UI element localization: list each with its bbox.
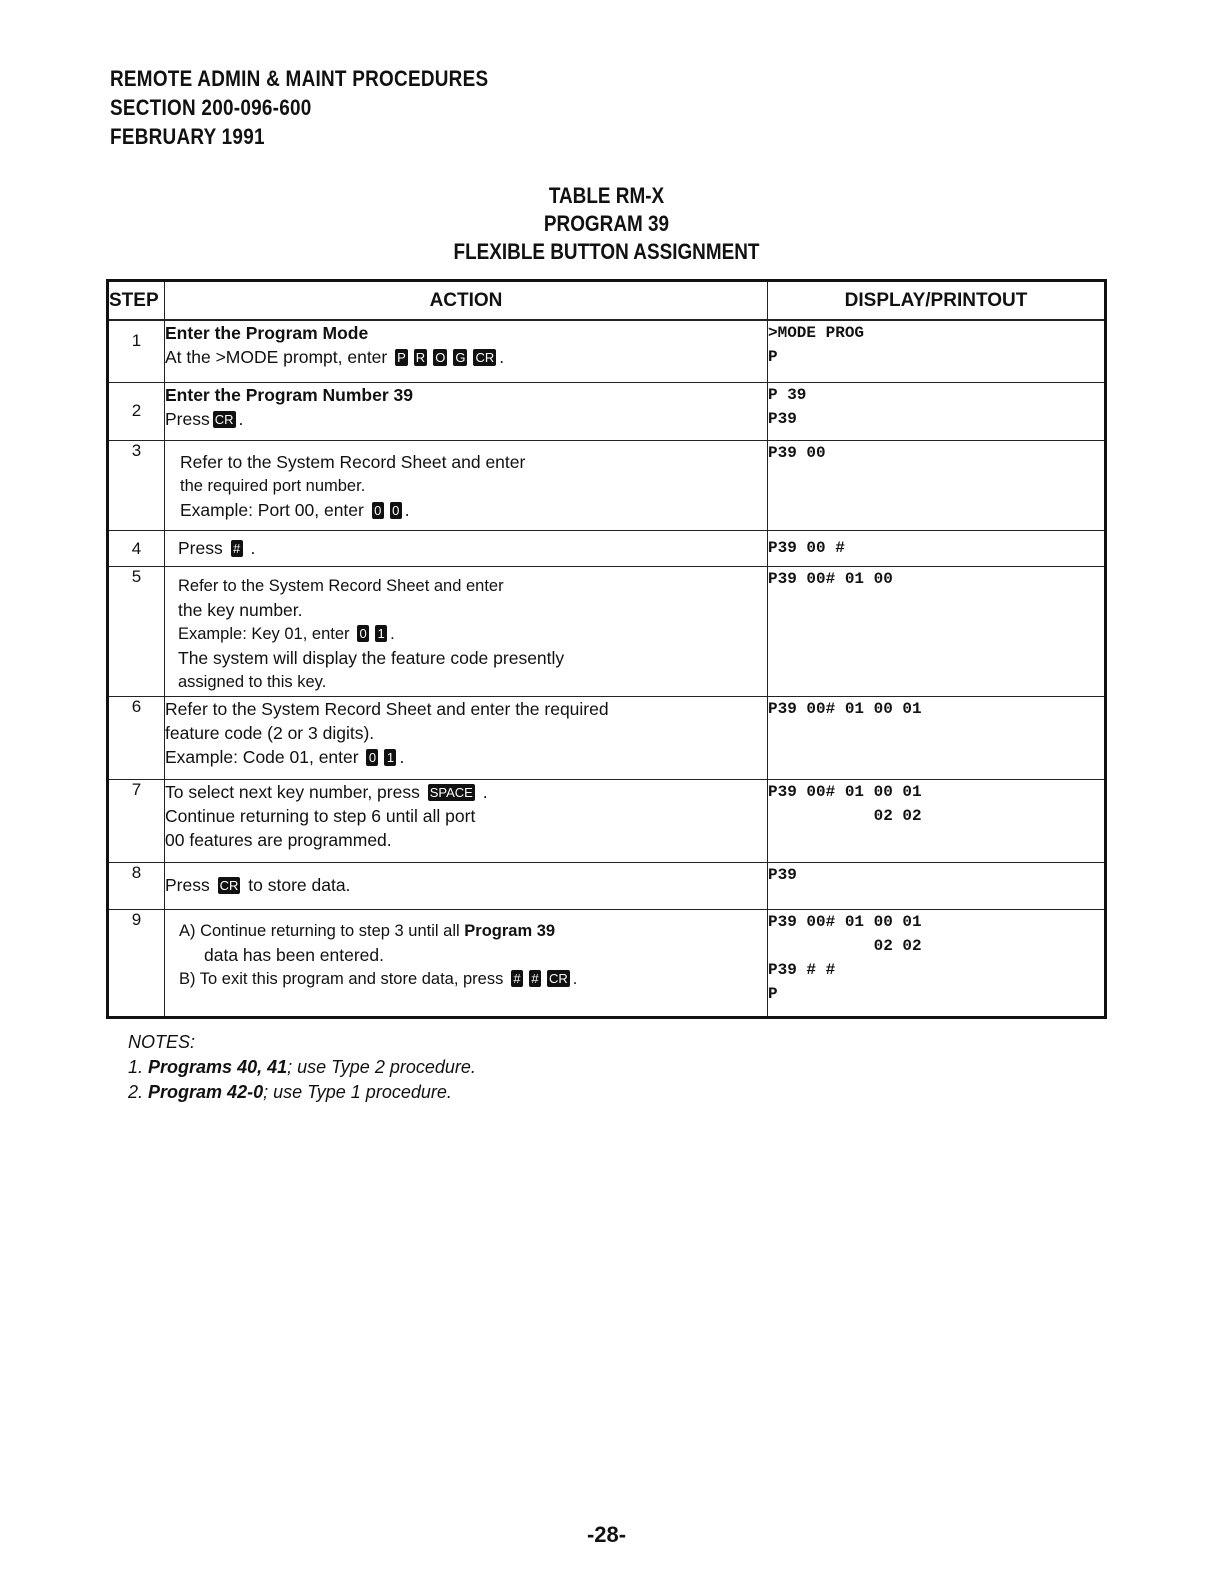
key-cr: CR xyxy=(548,970,568,986)
key-1: 1 xyxy=(384,749,396,766)
action-line: the required port number. xyxy=(180,476,366,495)
note-item xyxy=(128,1080,476,1105)
action-text: Example: Code 01, enter xyxy=(165,746,359,767)
table-header-row xyxy=(108,281,1106,321)
step-number: 4 xyxy=(108,530,165,566)
key-0: 0 xyxy=(372,502,384,519)
step-number: 6 xyxy=(108,696,165,779)
column-header-step: STEP xyxy=(108,281,165,321)
table-title xyxy=(0,182,1213,266)
display-cell: P39 00# 01 00 xyxy=(768,566,1106,696)
action-line: Example: Key 01, enter 0 1 . xyxy=(178,624,395,643)
display-cell: P39 00# 01 00 01 xyxy=(768,696,1106,779)
column-header-action: ACTION xyxy=(165,281,768,321)
action-line: Refer to the System Record Sheet and enter xyxy=(178,576,504,595)
step-number: 7 xyxy=(108,779,165,862)
action-line: the key number. xyxy=(178,599,303,620)
key-0: 0 xyxy=(390,502,402,519)
action-line: Refer to the System Record Sheet and enter the required xyxy=(165,698,609,719)
step-number: 1 xyxy=(108,320,165,382)
table-row xyxy=(108,696,1106,779)
step-number: 5 xyxy=(108,566,165,696)
action-line: B) To exit this program and store data, press # # CR . xyxy=(179,969,578,988)
note-bold: Program 42-0 xyxy=(148,1082,264,1102)
title-line-1: TABLE RM-X xyxy=(548,183,665,208)
title-line-3: FLEXIBLE BUTTON ASSIGNMENT xyxy=(453,239,760,264)
step-number: 8 xyxy=(108,862,165,909)
header-line-2: SECTION 200-096-600 xyxy=(110,95,312,120)
step-number: 9 xyxy=(108,909,165,1017)
note-text: ; use Type 2 procedure. xyxy=(287,1057,476,1077)
action-text: A) Continue returning to step 3 until all xyxy=(179,921,460,940)
action-text: At the >MODE prompt, enter xyxy=(165,347,388,367)
action-text: Example: Key 01, enter xyxy=(178,624,350,643)
key-0: 0 xyxy=(357,625,369,642)
action-line: Continue returning to step 6 until all port xyxy=(165,805,476,826)
action-line: Example: Code 01, enter 0 1 . xyxy=(165,746,405,767)
column-header-display: DISPLAY/PRINTOUT xyxy=(768,281,1106,321)
note-bold: Programs 40, 41 xyxy=(148,1057,288,1077)
action-title: Enter the Program Number 39 xyxy=(165,384,413,405)
key-o: O xyxy=(435,350,446,365)
action-text-after: to store data. xyxy=(248,874,351,895)
action-text: Press xyxy=(165,408,210,429)
note-number: 1. xyxy=(128,1057,144,1077)
action-line xyxy=(165,873,767,897)
note-text: ; use Type 1 procedure. xyxy=(263,1082,452,1102)
key-hash: # xyxy=(529,970,541,987)
action-cell xyxy=(165,779,768,862)
action-line: At the >MODE prompt, enter P R O G CR . xyxy=(165,347,505,367)
display-cell: P39 xyxy=(768,862,1106,909)
action-line: data has been entered. xyxy=(204,944,385,965)
table-row xyxy=(108,320,1106,382)
action-cell xyxy=(165,566,768,696)
header-line-1: REMOTE ADMIN & MAINT PROCEDURES xyxy=(110,66,489,91)
table-row xyxy=(108,382,1106,440)
action-bold: Program 39 xyxy=(464,921,556,940)
action-line xyxy=(179,919,767,943)
key-space: SPACE xyxy=(429,784,473,800)
key-p: P xyxy=(397,350,406,365)
action-line: Press # . xyxy=(178,537,256,558)
display-cell: P39 00 # xyxy=(768,530,1106,566)
key-cr: CR xyxy=(475,350,495,365)
title-line-2: PROGRAM 39 xyxy=(543,211,670,236)
key-1: 1 xyxy=(375,625,387,642)
action-cell xyxy=(165,696,768,779)
action-text: B) To exit this program and store data, press xyxy=(179,969,504,988)
notes-section xyxy=(128,1030,476,1105)
key-hash: # xyxy=(511,970,523,987)
step-number: 2 xyxy=(108,382,165,440)
key-0: 0 xyxy=(366,749,378,766)
table-row xyxy=(108,779,1106,862)
key-cr: CR xyxy=(214,411,234,427)
key-hash: # xyxy=(231,540,243,557)
action-line: Press CR . xyxy=(165,408,244,429)
display-cell: P 39 P39 xyxy=(768,382,1106,440)
action-line: To select next key number, press SPACE . xyxy=(165,781,488,802)
action-text: Press xyxy=(178,537,223,558)
table-row xyxy=(108,566,1106,696)
step-number: 3 xyxy=(108,440,165,530)
note-item xyxy=(128,1055,476,1080)
action-line: feature code (2 or 3 digits). xyxy=(165,722,375,743)
action-text: To select next key number, press xyxy=(165,781,420,802)
document-header xyxy=(110,64,488,151)
action-line: assigned to this key. xyxy=(178,672,327,691)
table-row xyxy=(108,440,1106,530)
display-cell: >MODE PROG P xyxy=(768,320,1106,382)
action-line: The system will display the feature code presently xyxy=(178,647,565,668)
header-line-3: FEBRUARY 1991 xyxy=(110,124,265,149)
action-cell xyxy=(165,530,768,566)
page-number: -28- xyxy=(586,1522,627,1547)
note-number: 2. xyxy=(128,1082,144,1102)
action-line: Example: Port 00, enter 0 0 . xyxy=(180,499,410,520)
procedure-table xyxy=(106,279,1107,1019)
display-cell: P39 00 xyxy=(768,440,1106,530)
display-cell: P39 00# 01 00 01 02 02 xyxy=(768,779,1106,862)
display-cell: P39 00# 01 00 01 02 02 P39 # # P xyxy=(768,909,1106,1017)
key-cr: CR xyxy=(219,877,239,893)
action-line: Refer to the System Record Sheet and enter xyxy=(180,451,526,472)
action-cell xyxy=(165,320,768,382)
table-row xyxy=(108,909,1106,1017)
action-title: Enter the Program Mode xyxy=(165,323,369,343)
action-cell xyxy=(165,382,768,440)
action-cell xyxy=(165,909,768,1017)
action-text: Example: Port 00, enter xyxy=(180,499,364,520)
action-cell xyxy=(165,440,768,530)
table-row xyxy=(108,862,1106,909)
action-line: 00 features are programmed. xyxy=(165,829,392,850)
action-text: Press xyxy=(165,874,210,895)
key-r: R xyxy=(415,350,426,365)
notes-label: NOTES: xyxy=(128,1032,196,1052)
action-cell xyxy=(165,862,768,909)
table-row xyxy=(108,530,1106,566)
key-g: G xyxy=(455,350,466,365)
